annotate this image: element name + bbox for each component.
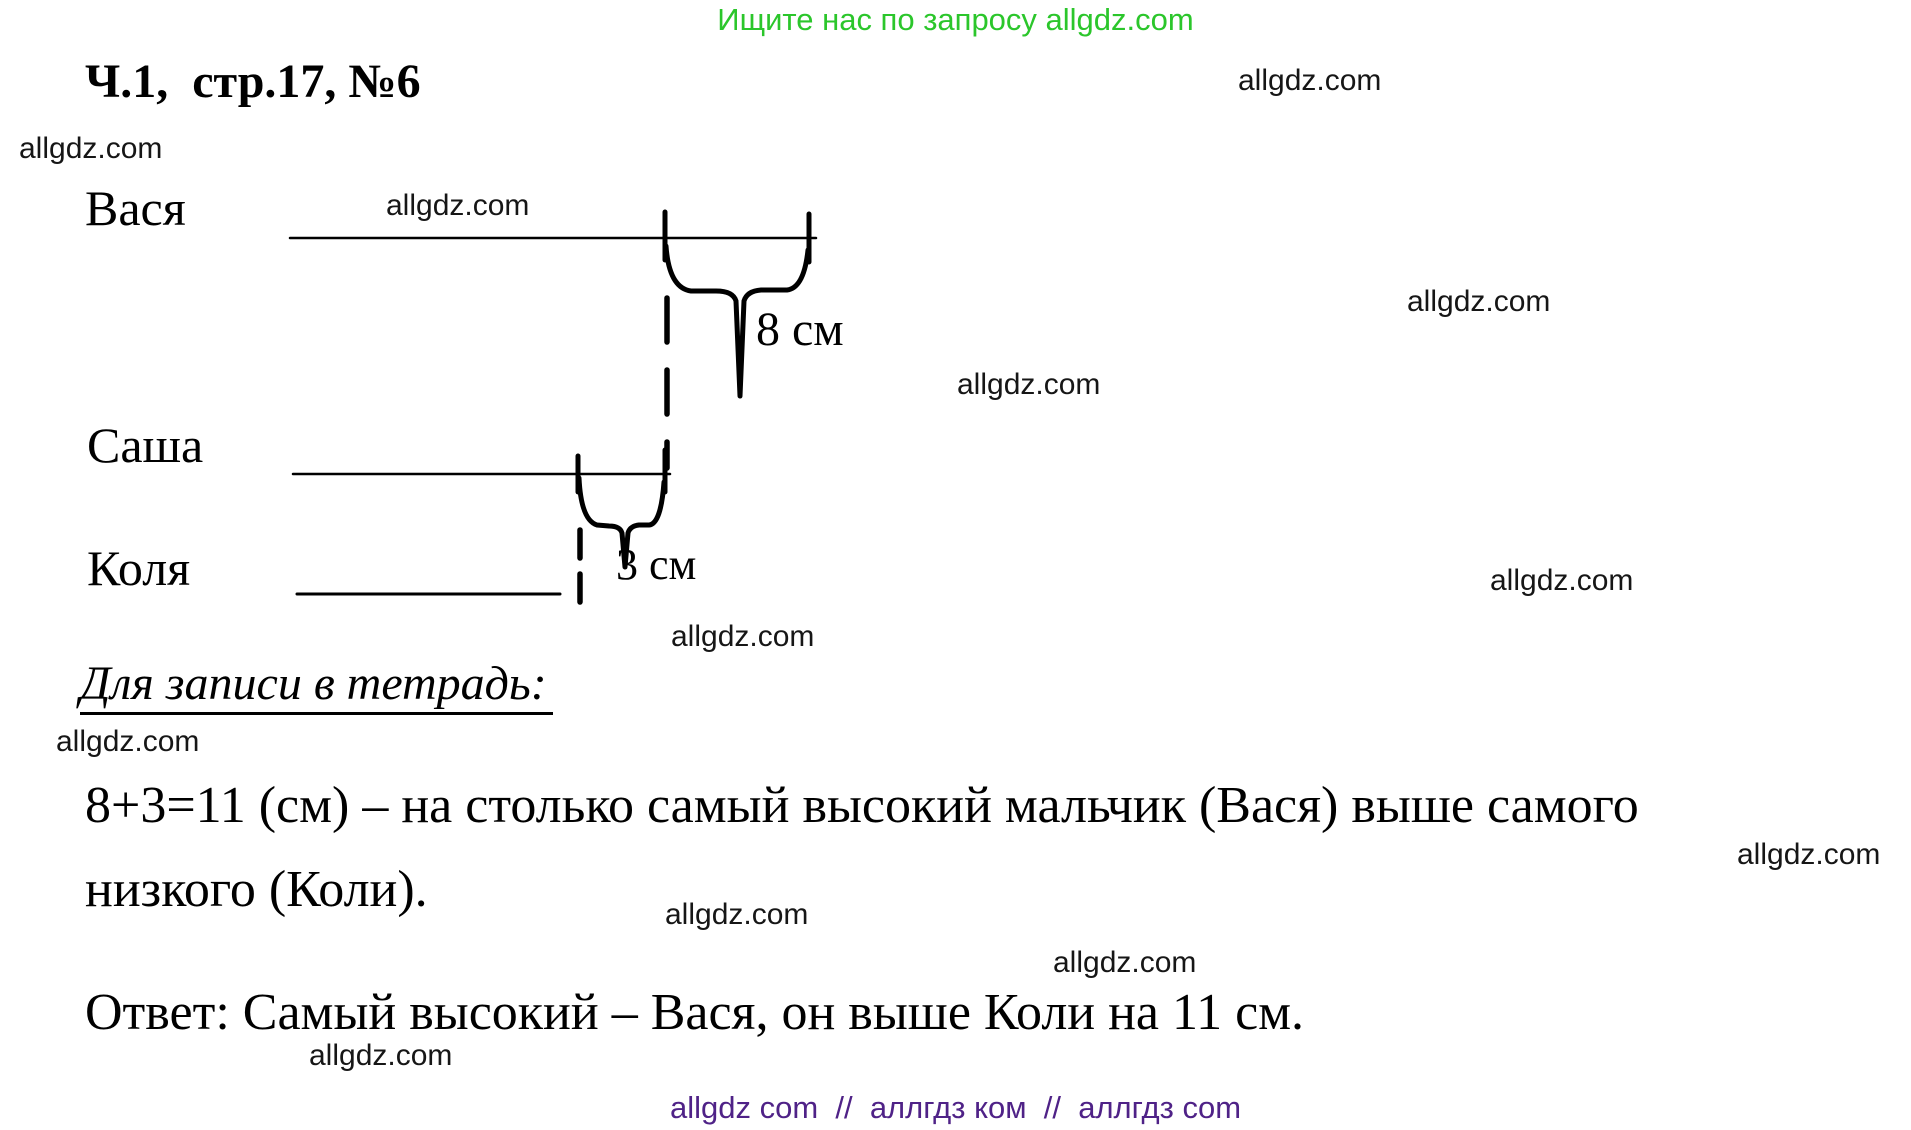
solution-line-2: низкого (Коли). [85, 861, 428, 918]
watermark-text: allgdz.com [665, 898, 809, 931]
measurement-label-3cm: 3 см [616, 540, 697, 589]
footer-sites-line: allgdz com // аллгдз ком // аллгдз com [669, 1090, 1242, 1125]
watermark-text: allgdz.com [1407, 285, 1551, 318]
watermark-text: allgdz.com [1490, 564, 1634, 597]
segment-label-sasha: Саша [87, 417, 204, 473]
watermark-text: allgdz.com [386, 189, 530, 222]
watermark-text: allgdz.com [19, 132, 163, 165]
measurement-label-8cm: 8 см [756, 303, 844, 356]
answer-line: Ответ: Самый высокий – Вася, он выше Коли на 11 см. [85, 984, 1305, 1041]
solution-heading: Для записи в тетрадь: [80, 660, 553, 715]
solution-line-1: 8+3=11 (см) – на столько самый высокий мальчик (Вася) выше самого [85, 777, 1639, 834]
page-title: Ч.1, стр.17, №6 [85, 55, 421, 108]
watermark-text: allgdz.com [1053, 946, 1197, 979]
watermark-text: allgdz.com [309, 1039, 453, 1072]
promo-banner: Ищите нас по запросу allgdz.com [717, 2, 1194, 37]
watermark-text: allgdz.com [56, 725, 200, 758]
segment-label-kolya: Коля [87, 540, 191, 596]
watermark-text: allgdz.com [1238, 64, 1382, 97]
brace-3cm [579, 478, 664, 567]
watermark-text: allgdz.com [1737, 838, 1881, 871]
watermark-text: allgdz.com [671, 620, 815, 653]
segment-label-vasya: Вася [85, 180, 186, 236]
watermark-text: allgdz.com [957, 368, 1101, 401]
brace-8cm [666, 246, 808, 396]
